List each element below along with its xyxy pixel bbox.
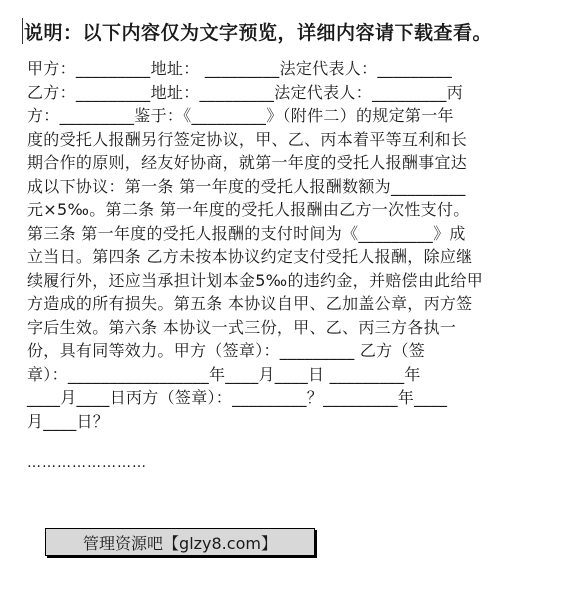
document-line: 字后生效。第六条 本协议一式三份，甲、乙、丙三方各执一	[27, 317, 457, 337]
document-line: 乙方：_________地址：_________法定代表人：_________丙	[27, 82, 463, 102]
notice-text: 说明：以下内容仅为文字预览，详细内容请下载查看。	[24, 21, 493, 44]
document-line: 份，具有同等效力。甲方（签章）：_________ 乙方（签	[27, 341, 426, 360]
document-line: 成以下协议：第一条 第一年度的受托人报酬数额为_________	[27, 176, 466, 196]
source-site-button[interactable]: 管理资源吧【glzy8.com】	[45, 528, 315, 556]
document-body	[27, 57, 557, 433]
document-line: 方造成的所有损失。第五条 本协议自甲、乙加盖公章，丙方签	[27, 294, 473, 313]
document-line: 第三条 第一年度的受托人报酬的支付时间为《_________》成	[27, 223, 466, 243]
document-line: 甲方：_________地址： _________法定代表人：_________	[27, 59, 453, 78]
text-cursor	[22, 18, 23, 44]
document-line: ____月____日丙方（签章）：_________？_________年____	[27, 388, 448, 407]
document-line: 度的受托人报酬另行签定协议，甲、乙、丙本着平等互利和长	[27, 129, 468, 149]
document-line: 续履行外，还应当承担计划本金5‰的违约金，并赔偿由此给甲	[27, 270, 484, 290]
document-line: 方：_________鉴于：《_________》（附件二）的规定第一年	[27, 106, 454, 125]
document-line: 期合作的原则，经友好协商，就第一年度的受托人报酬事宜达	[27, 153, 468, 172]
document-line: 章）：_________________年____月____日 _________年	[27, 364, 421, 384]
content-ellipsis: ……………………	[27, 455, 147, 471]
notice-bar	[22, 14, 492, 48]
document-line: 立当日。第四条 乙方未按本协议约定支付受托人报酬，除应继	[27, 247, 473, 266]
document-line: 月____日？	[27, 411, 110, 431]
document-line: 元×5‰。第二条 第一年度的受托人报酬由乙方一次性支付。	[27, 200, 470, 219]
